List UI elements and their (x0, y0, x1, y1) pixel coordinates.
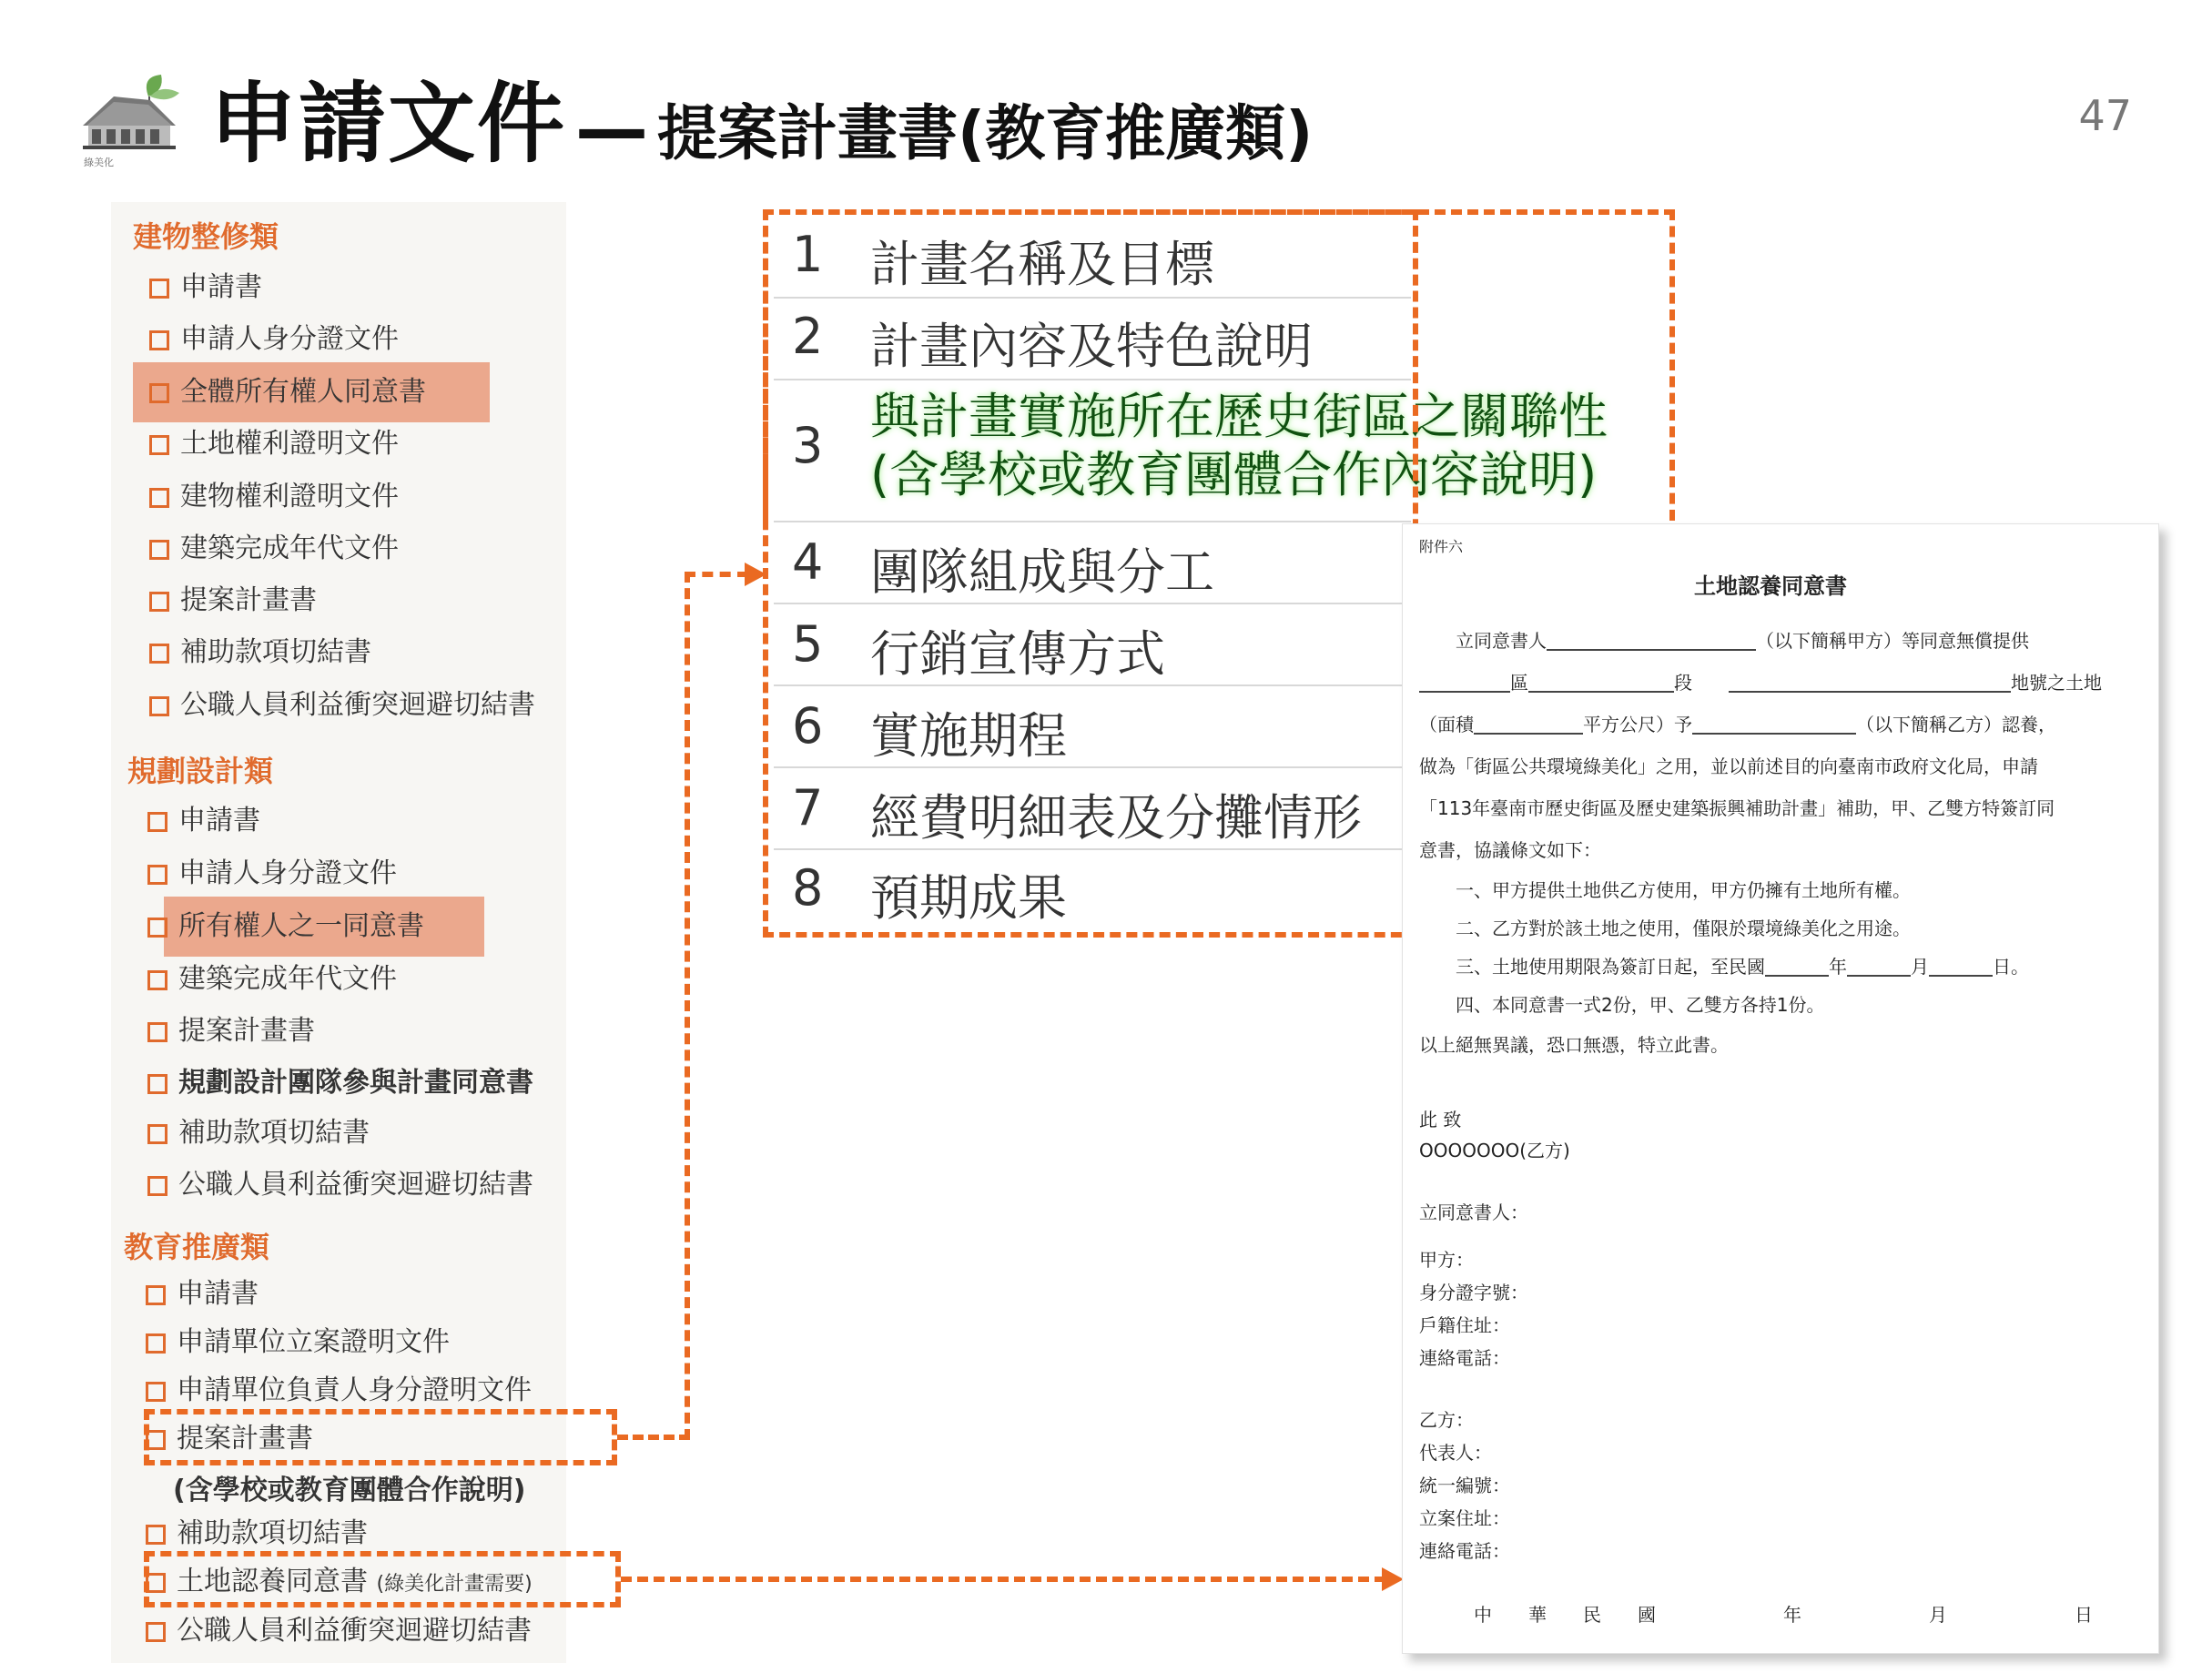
doc-line: 區 段 地號之土地 (1419, 668, 2102, 695)
checkbox-icon (149, 592, 169, 612)
connector-line (617, 1435, 690, 1440)
checklist-item: 公職人員利益衝突迴避切結書 (146, 1613, 532, 1649)
land-consent-note: (綠美化計畫需要) (376, 1573, 533, 1596)
checkbox-icon (147, 1022, 167, 1042)
checkbox-icon (147, 970, 167, 990)
checklist-item: 申請單位立案證明文件 (146, 1324, 450, 1361)
proposal-highlight-frame (144, 1409, 617, 1465)
checklist-item: 申請單位負責人身分證明文件 (146, 1373, 532, 1409)
page-number: 47 (2078, 91, 2132, 140)
doc-clause: 四、本同意書一式2份，甲、乙雙方各持1份。 (1456, 994, 1825, 1016)
checkbox-icon (146, 1382, 166, 1402)
doc-date: 國 (1638, 1604, 1656, 1626)
collaboration-note: (含學校或教育團體合作說明) (173, 1475, 526, 1506)
connector-line (685, 572, 690, 1440)
checkbox-icon (149, 644, 169, 664)
checklist-item: 補助款項切結書 (149, 634, 371, 671)
doc-line: 立同意書人 （以下簡稱甲方）等同意無償提供 (1456, 630, 2029, 652)
doc-line: 立案住址： (1419, 1507, 1510, 1529)
doc-line: OOOOOOO(乙方) (1419, 1140, 1570, 1161)
doc-line: 意書，協議條文如下： (1419, 839, 1601, 861)
checklist-item: 補助款項切結書 (147, 1115, 370, 1151)
checkbox-icon (146, 1333, 166, 1354)
checklist-item: 補助款項切結書 (146, 1516, 368, 1552)
checkbox-icon (147, 1074, 167, 1094)
doc-line: 「113年臺南市歷史街區及歷史建築振興補助計畫」補助，甲、乙雙方特簽訂同 (1419, 797, 2055, 819)
title-sub: 提案計畫書(教育推廣類) (657, 98, 1314, 168)
checkbox-icon (149, 383, 169, 403)
plan-item: 4 團隊組成與分工 (774, 521, 1411, 604)
checklist-item: 公職人員利益衝突迴避切結書 (147, 1167, 533, 1203)
doc-date: 中 (1474, 1604, 1492, 1626)
checklist-item: 建築完成年代文件 (147, 961, 397, 998)
checkbox-icon (147, 1176, 167, 1196)
plan-item: 2 計畫內容及特色說明 (774, 297, 1411, 380)
title-main: 申請文件 (209, 73, 566, 175)
doc-clause: 一、甲方提供土地供乙方使用，甲方仍擁有土地所有權。 (1456, 879, 1911, 901)
checkbox-icon (146, 1285, 166, 1305)
doc-line: 連絡電話： (1419, 1347, 1510, 1369)
checkbox-icon (147, 865, 167, 885)
checkbox-icon (149, 540, 169, 560)
land-consent-document (1402, 523, 2159, 1654)
checkbox-icon (147, 812, 167, 832)
plan-item: 5 行銷宣傳方式 (774, 603, 1411, 686)
checkbox-icon (149, 696, 169, 716)
checklist-item: 申請書 (146, 1276, 259, 1313)
checkbox-icon (146, 1525, 166, 1545)
checklist-item-land-consent: 土地認養同意書 (綠美化計畫需要) (146, 1564, 533, 1603)
doc-date: 年 (1783, 1604, 1801, 1626)
checklist-item: 建物權利證明文件 (149, 479, 399, 515)
checkbox-icon (149, 279, 169, 299)
category-building-renovation: 建物整修類 (133, 219, 279, 254)
connector-line (621, 1577, 1385, 1582)
checklist-item: 申請人身分證文件 (149, 321, 399, 358)
checkbox-icon (147, 918, 167, 938)
page-title (209, 55, 1313, 179)
doc-line: 代表人： (1419, 1442, 1492, 1464)
category-planning-design: 規劃設計類 (127, 754, 274, 788)
plan-item: 7 經費明細表及分攤情形 (774, 766, 1411, 850)
doc-line: 以上絕無異議，恐口無憑，特立此書。 (1419, 1034, 1729, 1056)
arrow-right-icon (1382, 1567, 1404, 1591)
house-logo-icon (77, 73, 187, 159)
checkbox-icon (149, 435, 169, 455)
plan-item: 6 實施期程 (774, 684, 1411, 768)
plan-items-frame (763, 209, 1418, 938)
doc-title: 土地認養同意書 (1694, 573, 1847, 599)
checklist-item: 規劃設計團隊參與計畫同意書 (147, 1065, 533, 1101)
checklist-item-proposal: 提案計畫書 (146, 1421, 313, 1457)
doc-line: 此 致 (1419, 1109, 1462, 1131)
checklist-item: 申請人身分證文件 (147, 856, 397, 892)
logo-caption: 綠美化 (84, 157, 114, 168)
checkbox-icon (149, 488, 169, 508)
connector-line (685, 572, 748, 577)
doc-line: 身分證字號： (1419, 1282, 1528, 1303)
checklist-item: 建築完成年代文件 (149, 531, 399, 567)
doc-date: 日 (2075, 1604, 2093, 1626)
plan-item: 8 預期成果 (792, 859, 1067, 927)
plan-item-highlighted: 3 與計畫實施所在歷史街區之關聯性 (含學校或教育團體合作內容說明) (774, 379, 1411, 522)
land-consent-highlight-frame (144, 1551, 621, 1607)
checklist-item: 申請書 (147, 803, 260, 839)
doc-date: 民 (1583, 1604, 1601, 1626)
doc-line: 乙方： (1419, 1409, 1474, 1431)
checklist-item: 全體所有權人同意書 (149, 374, 426, 411)
doc-date: 月 (1929, 1604, 1947, 1626)
doc-clause: 二、乙方對於該土地之使用，僅限於環境綠美化之用途。 (1456, 918, 1911, 939)
doc-line: 立同意書人： (1419, 1202, 1528, 1223)
checklist-item: 提案計畫書 (147, 1013, 315, 1049)
category-education-promotion: 教育推廣類 (124, 1230, 270, 1264)
doc-line: 連絡電話： (1419, 1540, 1510, 1562)
checkbox-icon (146, 1622, 166, 1642)
doc-attachment-label: 附件六 (1419, 538, 1464, 555)
plan-item: 1 計畫名稱及目標 (774, 217, 1411, 299)
doc-line: 做為「街區公共環境綠美化」之用，並以前述目的向臺南市政府文化局，申請 (1419, 755, 2038, 777)
doc-date: 華 (1528, 1604, 1547, 1626)
doc-line: 甲方： (1419, 1249, 1474, 1271)
doc-line: 統一編號： (1419, 1475, 1510, 1496)
doc-clause: 三、土地使用期限為簽訂日起，至民國 年 月 日。 (1456, 956, 2029, 978)
title-dash: — (575, 86, 648, 171)
doc-line: 戶籍住址： (1419, 1314, 1510, 1336)
checklist-item: 土地權利證明文件 (149, 426, 399, 462)
checklist-item: 申請書 (149, 269, 262, 306)
doc-line: （面積 平方公尺）予 （以下簡稱乙方）認養， (1419, 714, 2056, 735)
checklist-item: 提案計畫書 (149, 583, 317, 619)
checkbox-icon (149, 330, 169, 350)
checklist-item: 公職人員利益衝突迴避切結書 (149, 687, 535, 724)
checkbox-icon (147, 1124, 167, 1144)
checklist-item: 所有權人之一同意書 (147, 908, 424, 945)
